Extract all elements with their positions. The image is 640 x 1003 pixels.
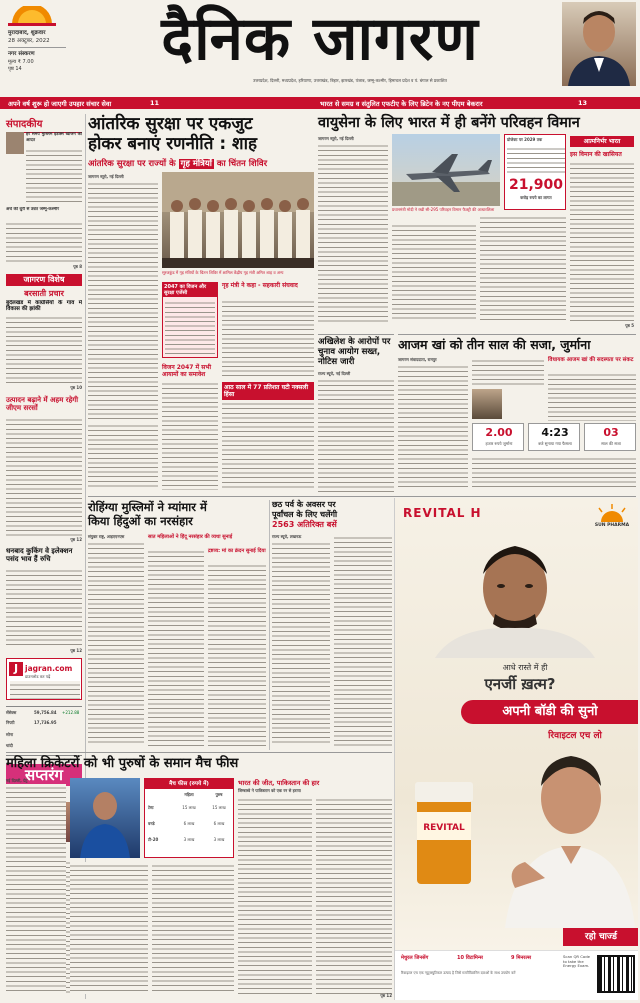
vayusena-dateline: जागरण ब्यूरो, नई दिल्ली [318, 136, 354, 141]
cricket-row-3-women: 3 लाख [183, 837, 195, 842]
rohingya-side-2: द्रष्टव्य: मां का क्रंदन सुनाई दिया [208, 548, 266, 554]
cricket-page: पृष्ठ 12 [380, 993, 392, 998]
left-news-1-page: पृष्ठ 12 [70, 537, 82, 542]
vayusena-stat-note: प्रोजेक्ट पर 2029 तक [507, 137, 543, 142]
vayusena-stat-label: करोड़ रुपये का लागत [520, 195, 552, 200]
rohingya-headline-1[interactable]: रोहिंग्या मुस्लिमों ने म्यांमार में [88, 500, 207, 514]
azam-story [398, 334, 636, 494]
cricket-table-title: मैच फीस (रुपये में) [145, 779, 233, 789]
azam-headline[interactable]: आजम खां को तीन साल की सजा, जुर्माना [398, 337, 591, 352]
akhilesh-headline[interactable]: अखिलेश के आरोपों पर चुनाव आयोग सख्त, नोटिस जारी [318, 337, 391, 367]
ad-qr-text: Scan QR Code to take the Energy Exam. [563, 954, 590, 969]
aatmanirbhar-label: आत्मनिर्भर भारत [570, 136, 634, 147]
jagran-j-icon: J [9, 662, 23, 676]
chhath-story [272, 500, 392, 750]
ad-disclaimer: रिवाइटल एच एक न्यूट्रास्युटिकल उत्पाद है जिसे मल्टीविटामिन दवाओं के साथ उपयोग करें [401, 971, 516, 975]
masthead-regions: उत्तरप्रदेश, दिल्ली, मध्यप्रदेश, हरियाणा, उत्तराखंड, बिहार, झारखंड, पंजाब, जम्मू-कश्मीर, हिमाचल प्रदेश व पं. बंगाल से प्रकाशित [253, 78, 447, 83]
lead-subhead-highlight: गृह मंत्रियों [180, 159, 212, 169]
lead-side-head: गृह मंत्री ने कहा - सहकारी संघवाद [222, 282, 298, 289]
azam-photo [472, 389, 502, 419]
vayusena-caption: प्रधानमंत्री मोदी ने रखी सी-295 परिवहन विमान फैक्ट्री की आधारशिला [392, 207, 495, 212]
ad-banner: अपनी बॉडी की सुनो [461, 700, 638, 724]
lead-headline-1[interactable]: आंतरिक सुरक्षा पर एकजुट [88, 114, 253, 134]
editorial-heading: संपादकीय [6, 116, 82, 133]
lead-subhead [88, 158, 314, 169]
ad-product-name: रिवाइटल एच लो [548, 731, 602, 741]
cricket-row-1-format: टेस्ट [148, 805, 154, 810]
left-news-1-head[interactable]: उत्पादन बढ़ाने में अहम रहेगी जीएम सरसों [6, 396, 79, 412]
cricket-fee-table [144, 778, 234, 858]
cricket-photo [70, 778, 140, 858]
rohingya-dateline: संयुक्त राष्ट्र, आइएएनएस [88, 534, 125, 539]
ad-item-minerals: 9 मिनरल्स [511, 955, 532, 961]
akhilesh-story [318, 334, 394, 494]
lead-dateline: जागरण ब्यूरो, नई दिल्ली [88, 174, 124, 179]
jagran-com-label: डाउनलोड कर पढ़ें [25, 674, 51, 679]
azam-stat-3 [584, 423, 636, 451]
ad-runner-photo [425, 528, 605, 658]
vayusena-page: पृष्ठ 5 [625, 323, 634, 328]
masthead-pages: पृष्ठ 14 [8, 66, 22, 72]
azam-stat-1-label: हजार रुपये जुर्माना [485, 441, 513, 446]
lead-story [88, 114, 314, 494]
lead-photo [162, 172, 314, 268]
masthead-date: 28 अक्टूबर, 2022 [8, 38, 50, 44]
left-news-2-page: पृष्ठ 12 [70, 648, 82, 653]
editorial-page: पृष्ठ 8 [73, 264, 82, 269]
ad-bottom-strip [395, 950, 638, 1000]
vayusena-story [318, 114, 636, 334]
ticker-right-text[interactable]: भारत से समग्र व संतुलित एफटीए के लिए ब्रिटेन के नए पीएम बेकरार [320, 100, 483, 108]
editorial-text2: अर्थ की धुरी से उन्नत जम्मू-कश्मीर [6, 207, 59, 212]
azam-side-head: विधायक आजम खां की सदस्यता पर संकट [548, 357, 634, 363]
cricket-side-text: जिम्बाब्वे ने पाकिस्तान को एक रन से हराया [238, 788, 301, 793]
vayusena-headline[interactable]: वायुसेना के लिए भारत में ही बनेंगे परिवहन विमान [318, 115, 580, 131]
jagran-vishesh-subtitle: बरसाती प्रचार [24, 289, 64, 298]
sensex-label: सेंसेक्स [6, 710, 17, 715]
cricket-headline[interactable]: महिला क्रिकेटरों को भी पुरुषों के समान मैच फीस [6, 756, 239, 771]
lead-caption: सूरजकुंड में गृह मंत्रियों के चिंतन शिविर में शामिल केंद्रीय गृह मंत्री अमित शाह व अन्य [162, 270, 284, 275]
lead-box-1-title: 2047 का विजन और सुरक्षा एजेंसी [163, 283, 217, 297]
ad-qr-code[interactable] [597, 955, 635, 993]
nifty-value: 17,736.95 [34, 720, 57, 725]
azam-dateline: जागरण संवाददाता, रामपुर [398, 357, 437, 362]
azam-stat-2 [528, 423, 580, 451]
cricket-row-1-men: 15 लाख [212, 805, 226, 810]
left-news-2-head[interactable]: धनबाद कुकिंग वे इलेक्शन पसंद भाव हैं रुचि [6, 547, 73, 563]
jagran-vishesh-page: पृष्ठ 10 [70, 385, 82, 390]
jagran-sun-logo [8, 6, 56, 26]
saptrang-label[interactable]: सप्तरंग [6, 764, 82, 786]
lead-headline-2[interactable]: होकर बनाएं रणनीति : शाह [88, 134, 258, 154]
cricket-row-3-format: टी-20 [148, 837, 159, 842]
cricket-row-2-men: 6 लाख [213, 821, 225, 826]
rohingya-story [88, 500, 266, 750]
editorial-author-photo [6, 132, 24, 154]
jagran-vishesh-headline: बुंदेलखंड में कांग्रेसियों के गांव में विकास की झांकी [6, 300, 82, 312]
cricket-col-men: पुरुष [215, 792, 223, 797]
ad-tagline-small: आधे रास्ते में ही [502, 663, 548, 672]
lead-subhead-b: का चिंतन शिविर [216, 159, 268, 169]
ad-bottle-image [409, 768, 479, 888]
gold-label: सोना [6, 732, 13, 737]
cricket-row-2-format: वनडे [148, 821, 155, 826]
cricket-row-3-men: 3 लाख [213, 837, 225, 842]
masthead-city-day: मुरादाबाद, शुक्रवार [8, 30, 46, 36]
cricket-row-2-women: 6 लाख [183, 821, 195, 826]
lead-box-1 [162, 282, 218, 358]
nifty-label: निफ्टी [6, 720, 15, 725]
vayusena-side-head: इस विमान की खासियत [570, 151, 622, 158]
azam-stat-3-value: 03 [603, 426, 619, 439]
cricket-dateline: नई दिल्ली, प्रेट्र [6, 778, 28, 783]
jagran-com-site[interactable]: jagran.com [25, 664, 73, 673]
vayusena-stat-value: 21,900 [508, 177, 564, 193]
cricket-row-1-women: 15 लाख [182, 805, 196, 810]
masthead-photo [562, 2, 636, 86]
ad-sponsor: SUN PHARMA [594, 523, 630, 528]
silver-label: चांदी [6, 743, 13, 748]
ticker-left-page: 11 [150, 99, 160, 107]
ad-item-vitamins: 10 विटामिन्स [457, 955, 483, 961]
masthead-price: मूल्य ₹ 7.00 [8, 59, 34, 65]
chhath-headline-3[interactable]: 2563 अतिरिक्त बसें [272, 520, 337, 529]
rohingya-headline-2[interactable]: किया हिंदुओं का नरसंहार [88, 514, 193, 528]
masthead-title: दैनिक जागरण [161, 4, 479, 74]
chhath-dateline: राज्य ब्यूरो, लखनऊ [272, 534, 302, 539]
lead-side-head-2: आठ साल में 77 प्रतिशत घटी नक्सली हिंसा [222, 382, 314, 400]
azam-stat-2-value: 4:23 [541, 426, 569, 439]
svg-text:REVITAL: REVITAL [423, 823, 465, 833]
vayusena-photo [392, 134, 500, 206]
chhath-headline-1[interactable]: छठ पर्व के अवसर पर [272, 500, 336, 509]
vayusena-stat-box [504, 134, 566, 210]
sensex-value: 59,756.84 [34, 710, 57, 715]
revital-ad[interactable] [394, 498, 638, 1000]
azam-stat-1-value: 2.00 [485, 426, 513, 439]
cricket-col-women: महिला [184, 792, 194, 797]
markets-box [6, 706, 82, 756]
ad-cta[interactable]: रहो चार्ज्ड [563, 928, 638, 946]
ad-person-photo [475, 738, 635, 928]
rohingya-side-1: सात महिलाओं ने हिंदू नरसंहार की व्यथा सुनाई [148, 534, 233, 540]
ticker-bar [0, 97, 640, 109]
ad-item-ginseng: मेथुरल जिनसेंग [401, 955, 429, 961]
lead-subhead-a: आंतरिक सुरक्षा पर राज्यों के [88, 159, 176, 169]
akhilesh-dateline: राज्य ब्यूरो, नई दिल्ली [318, 371, 351, 376]
editorial-text1: हर समय मुस्लिम इंडेक्स खोजने की आदत [26, 132, 82, 143]
masthead-edition: नगर संस्करण [8, 51, 35, 57]
azam-stat-1 [472, 423, 524, 451]
sensex-change: +212.88 [62, 710, 80, 715]
ticker-right-page: 13 [578, 99, 588, 107]
cricket-side-head: भारत की जीत, पाकिस्तान की हार [238, 779, 320, 787]
ad-brand: REVITAL H [403, 506, 482, 520]
chhath-headline-2[interactable]: पूर्वांचल के लिए चलेंगी [272, 510, 338, 519]
azam-stat-3-label: साल की सजा [601, 441, 621, 446]
jagran-com-box[interactable] [6, 658, 82, 700]
ticker-left-text[interactable]: अपने वर्ष शुरू हो जाएगी उपहार संचार सेवा [8, 100, 112, 108]
jagran-vishesh-label: जागरण विशेष [6, 274, 82, 286]
lead-box-2-text: विजन 2047 में सभी आयामों का समावेश [162, 364, 212, 378]
azam-stat-2-label: बजे सुनाया गया फैसला [538, 441, 572, 446]
cricket-story [6, 756, 392, 1000]
ad-tagline-big: एनर्जी ख़त्म? [484, 675, 556, 693]
masthead [0, 0, 640, 96]
